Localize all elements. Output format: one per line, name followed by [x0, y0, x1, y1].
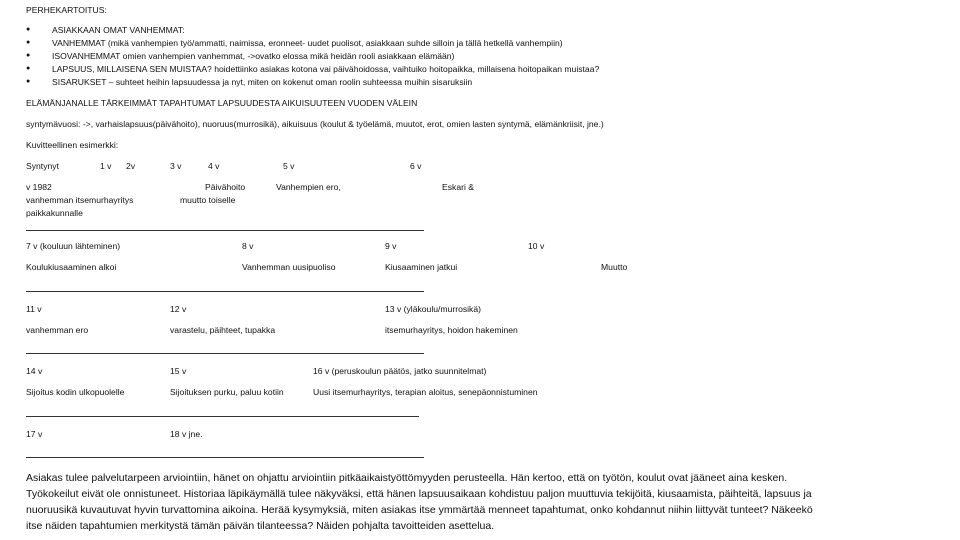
event-label: muutto toiselle	[180, 195, 236, 205]
event-label: paikkakunnalle	[26, 208, 83, 218]
age-label: 9 v	[385, 241, 397, 251]
event-label: vanhemman itsemurhayritys	[26, 195, 134, 205]
event-label: Vanhemman uusipuoliso	[242, 262, 336, 272]
timeline-divider	[26, 353, 424, 354]
age-label: 6 v	[410, 161, 422, 171]
age-label: 4 v	[208, 161, 220, 171]
event-label: Vanhempien ero,	[276, 182, 341, 192]
event-label: Sijoituksen purku, paluu kotiin	[170, 387, 284, 397]
bullet-dot-icon: ●	[26, 65, 31, 72]
paragraph-line: nuoruusikä kuvautuvat hyvin turvattomina aikoina. Herää kysymyksiä, miten asiakas itse ymmärtää menneet tapahtumat, onko kohdannut niihin liittyvät tunteet? Näkeekö	[26, 504, 813, 516]
age-label: 8 v	[242, 241, 254, 251]
paragraph-line: itse näiden tapahtumien merkitystä tämän päivän tilanteessa? Näiden pohjalta tavoitteiden asettelua.	[26, 520, 495, 532]
age-label: 13 v (yläkoulu/murrosikä)	[385, 304, 481, 314]
event-label: v 1982	[26, 182, 52, 192]
age-label: 1 v	[100, 161, 112, 171]
age-label: 7 v (kouluun lähteminen)	[26, 241, 121, 251]
event-label: Muutto	[601, 262, 628, 272]
event-label: Sijoitus kodin ulkopuolelle	[26, 387, 125, 397]
timeline-divider	[26, 230, 424, 231]
paragraph-line: Työkokeilut eivät ole onnistuneet. Historiaa läpikäymällä tulee näkyväksi, että hänen lapsuusaikaan kohdistuu paljon muuttuvia tekijöitä, kiusaamista, päihteitä, lapsuus ja	[26, 488, 812, 500]
event-label: Eskari &	[442, 182, 474, 192]
age-label: 18 v jne.	[170, 429, 203, 439]
bullet-item: ISOVANHEMMAT omien vanhempien vanhemmat, ->ovatko elossa mikä heidän rooli asiakkaan elämään)	[52, 51, 455, 61]
age-label: 15 v	[170, 366, 187, 376]
age-label: 16 v (peruskoulun päätös, jatko suunnitelmat)	[313, 366, 487, 376]
age-label: 5 v	[283, 161, 295, 171]
example-label: Kuvitteellinen esimerkki:	[26, 140, 119, 150]
case-paragraph	[26, 470, 906, 534]
timeline-divider	[26, 416, 419, 417]
event-label: Kiusaaminen jatkui	[385, 262, 458, 272]
age-label: 12 v	[170, 304, 187, 314]
age-label: Syntynyt	[26, 161, 59, 171]
section-heading: ELÄMÄNJANALLE TÄRKEIMMÄT TAPAHTUMAT LAPSUUDESTA AIKUISUUTEEN VUODEN VÄLEIN	[26, 98, 418, 108]
timeline-divider	[26, 291, 424, 292]
age-label: 11 v	[26, 304, 42, 314]
bullet-item: SISARUKSET – suhteet heihin lapsuudessa ja nyt, miten on kokenut oman roolin suhteessa muihin sisaruksiin	[52, 77, 473, 87]
intro-line: syntymävuosi: ->, varhaislapsuus(päivähoito), nuoruus(murrosikä), aikuisuus (koulut & työelämä, muutot, erot, omien lasten syntymä, elämänkriisit, jne.)	[26, 119, 604, 129]
bullet-dot-icon: ●	[26, 78, 31, 85]
age-label: 10 v	[528, 241, 545, 251]
age-label: 17 v	[26, 429, 43, 439]
paragraph-line: Asiakas tulee palvelutarpeen arviointiin, hänet on ohjattu arviointiin pitkäaikaistyöttömyyden perusteella. Hän kertoo, että on työtön, koulut ovat jääneet aina kesken.	[26, 472, 788, 484]
bullet-dot-icon: ●	[26, 26, 31, 33]
bullet-item: VANHEMMAT (mikä vanhempien työ/ammatti, naimissa, eronneet- uudet puolisot, asiakkaan suhde silloin ja tällä hetkellä vanhempiin)	[52, 38, 563, 48]
age-label: 3 v	[170, 161, 182, 171]
bullet-item: ASIAKKAAN OMAT VANHEMMAT:	[52, 25, 185, 35]
timeline-divider	[26, 457, 424, 458]
age-label: 2v	[126, 161, 136, 171]
document-title: PERHEKARTOITUS:	[26, 5, 107, 15]
bullet-dot-icon: ●	[26, 39, 31, 46]
event-label: Koulukiusaaminen alkoi	[26, 262, 117, 272]
age-label: 14 v	[26, 366, 43, 376]
event-label: Päivähoito	[205, 182, 246, 192]
event-label: varastelu, päihteet, tupakka	[170, 325, 276, 335]
event-label: vanhemman ero	[26, 325, 89, 335]
event-label: itsemurhayritys, hoidon hakeminen	[385, 325, 518, 335]
bullet-item: LAPSUUS, MILLAISENA SEN MUISTAA? hoidettiinko asiakas kotona vai päivähoidossa, vaihtuiko hoitopaikka, millaisena hoitopaikan muistaa?	[52, 64, 600, 74]
event-label: Uusi itsemurhayritys, terapian aloitus, senepäonnistuminen	[313, 387, 538, 397]
bullet-dot-icon: ●	[26, 52, 31, 59]
